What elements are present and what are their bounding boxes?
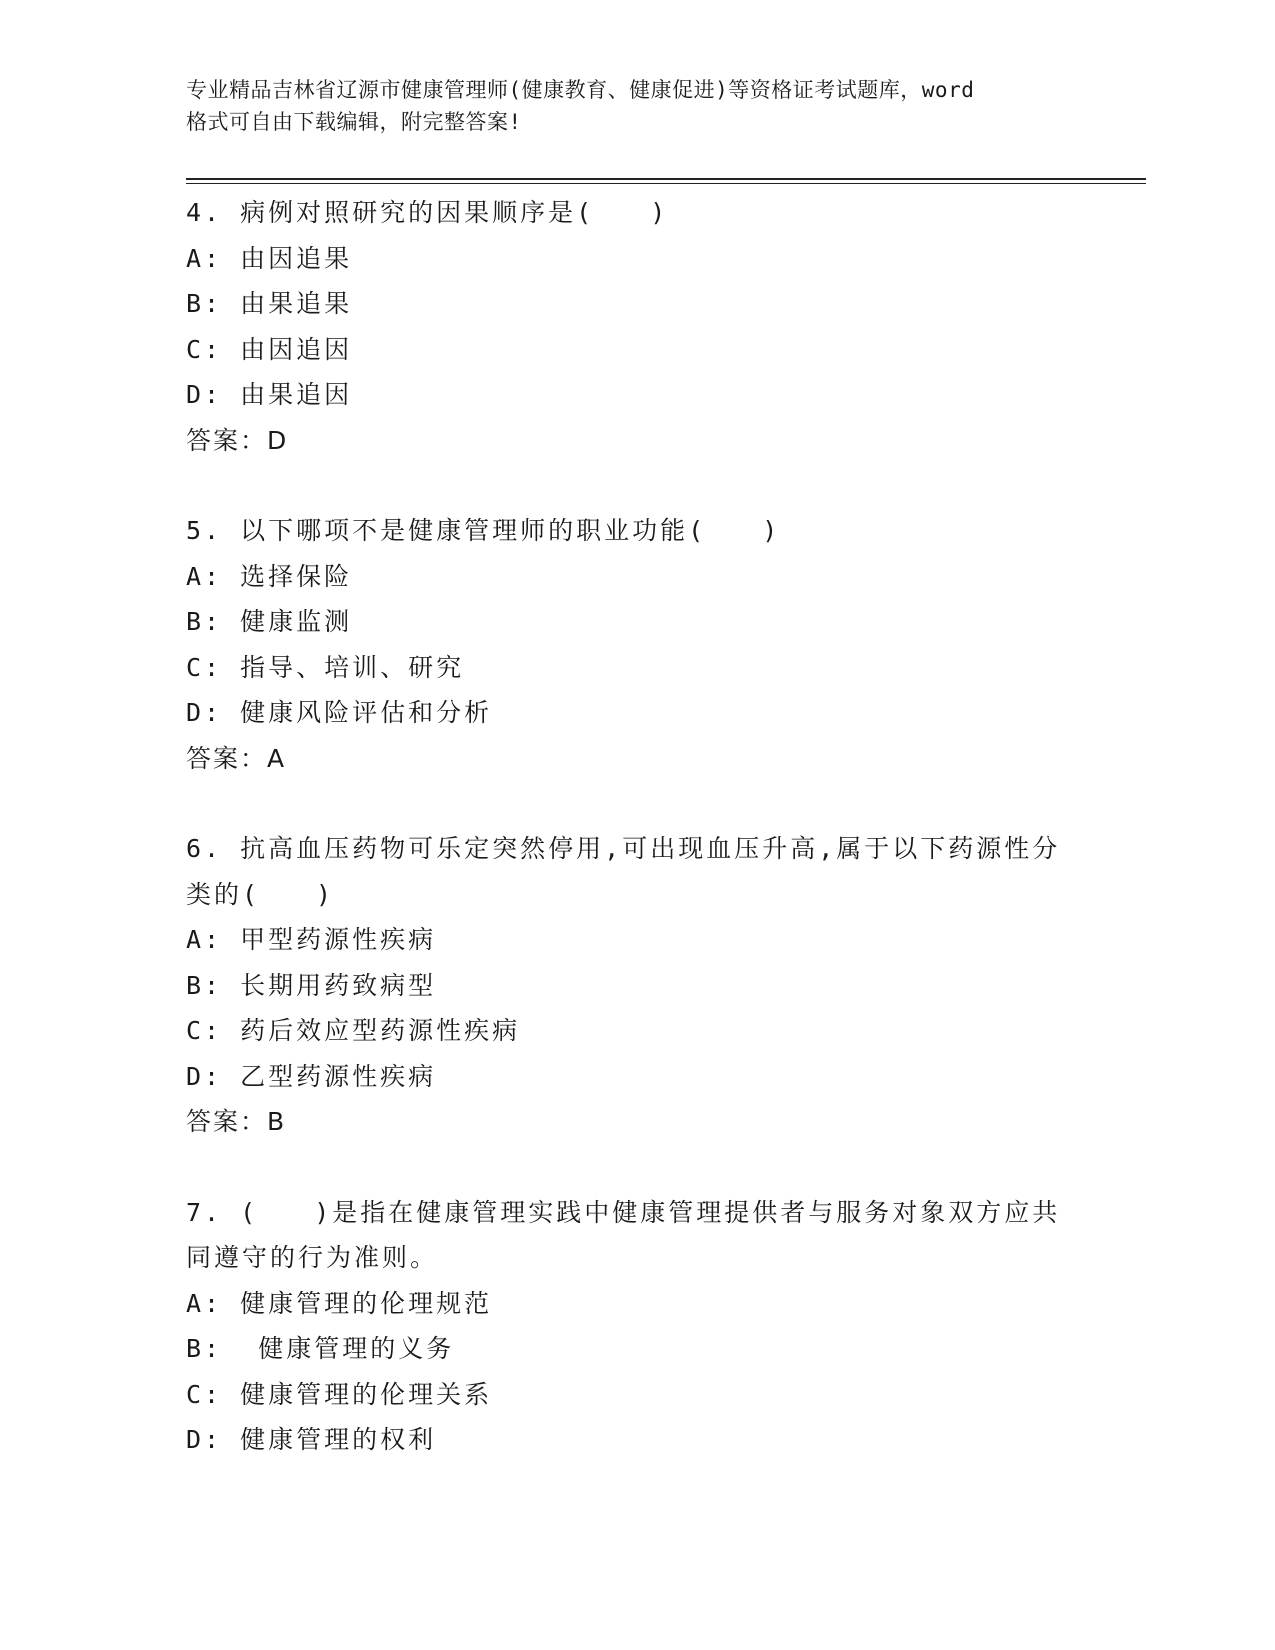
option-d: D: 由果追因 (186, 380, 353, 409)
answer-label: 答案：A (186, 743, 287, 773)
header-line-2: 格式可自由下载编辑，附完整答案! (186, 110, 522, 134)
question-stem-line-1: 7. ( )是指在健康管理实践中健康管理提供者与服务对象双方应共 (186, 1197, 1061, 1227)
option-c: C: 指导、培训、研究 (186, 652, 465, 682)
question-stem: 4. 病例对照研究的因果顺序是( ) (186, 198, 669, 227)
document-header (186, 74, 1086, 138)
question-stem: 5. 以下哪项不是健康管理师的职业功能( ) (186, 516, 781, 545)
header-line-1: 专业精品吉林省辽源市健康管理师(健康教育、健康促进)等资格证考试题库，word (186, 78, 975, 102)
option-b: B: 长期用药致病型 (186, 970, 437, 1000)
option-a: A: 甲型药源性疾病 (186, 925, 437, 954)
option-d: D: 乙型药源性疾病 (186, 1061, 437, 1091)
question-7 (186, 1190, 1086, 1463)
question-stem-line-1: 6. 抗高血压药物可乐定突然停用,可出现血压升高,属于以下药源性分 (186, 834, 1061, 863)
question-stem-line-2: 同遵守的行为准则。 (186, 1243, 439, 1272)
option-a: A: 由因追果 (186, 243, 353, 273)
option-b: B: 健康监测 (186, 607, 353, 636)
option-c: C: 药后效应型药源性疾病 (186, 1016, 521, 1045)
option-a: A: 健康管理的伦理规范 (186, 1288, 493, 1318)
option-c: C: 健康管理的伦理关系 (186, 1379, 493, 1409)
header-divider (186, 178, 1146, 180)
question-5 (186, 508, 1086, 781)
answer-label: 答案：D (186, 425, 289, 455)
question-list (186, 190, 1086, 1508)
option-d: D: 健康风险评估和分析 (186, 698, 493, 727)
option-b: B: 健康管理的义务 (186, 1334, 455, 1363)
option-d: D: 健康管理的权利 (186, 1425, 437, 1454)
question-stem-line-2: 类的( ) (186, 879, 335, 909)
answer-label: 答案：B (186, 1107, 287, 1136)
option-b: B: 由果追果 (186, 289, 353, 318)
question-4 (186, 190, 1086, 463)
option-c: C: 由因追因 (186, 334, 353, 364)
option-a: A: 选择保险 (186, 561, 353, 591)
header-divider-thin (186, 183, 1146, 184)
question-6 (186, 826, 1086, 1145)
